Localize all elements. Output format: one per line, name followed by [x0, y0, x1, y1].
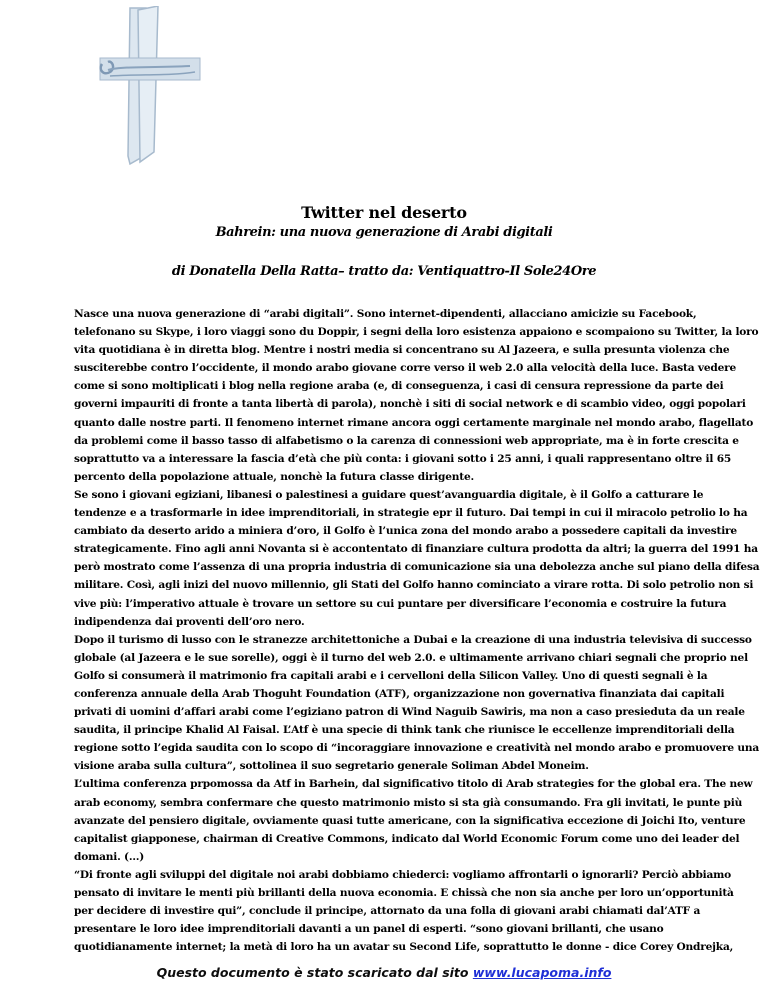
clothespin-logo: [80, 6, 220, 166]
text-line: conferenza annuale della Arab Thoguht Foundation (ATF), organizzazione non governativa finanziata dai capitali: [74, 687, 725, 700]
text-line: vita quotidiana è in diretta blog. Mentre i nostri media si concentrano su Al Jazeera, e sulla presunta violenza che: [74, 344, 730, 357]
clothespin-icon: [80, 6, 220, 166]
text-line: globale (al Jazeera e le sue sorelle), oggi è il turno del web 2.0. e ultimamente arrivano chiari segnali che proprio nel: [74, 651, 748, 664]
source-link[interactable]: www.lucapoma.info: [472, 965, 612, 980]
text-line: vive più: l’imperativo attuale è trovare un settore su cui puntare per diversificare l’economia e costruire la futura: [74, 597, 727, 610]
text-line: privati di uomini d’affari arabi come l’egiziano patron di Wind Naguib Sawiris, ma non a caso presieduta da un reale: [74, 706, 745, 719]
text-line: saudita, il principe Khalid Al Faisal. L’Atf è una specie di think tank che riunisce le eccellenze imprenditoriali della: [74, 724, 735, 737]
text-line: L’ultima conferenza prpomossa da Atf in Barhein, dal significativo titolo di Arab strategies for the global era. The new: [74, 778, 753, 791]
text-line: quanto dalle nostre parti. Il fenomeno internet rimane ancora oggi certamente marginale nel mondo arabo, flagellato: [74, 416, 754, 429]
text-line: telefonano su Skype, i loro viaggi sono du Doppir, i segni della loro esistenza appaiono e scompaiono su Twitter, la loro: [74, 326, 759, 339]
text-line: cambiato da deserto arido a miniera d’oro, il Golfo è l’unica zona del mondo arabo a possedere capitali da investire: [74, 525, 737, 538]
footer-text: Questo documento è stato scaricato dal sito: [156, 965, 473, 980]
text-line: domani. (…): [74, 850, 145, 863]
text-line: soprattutto va a interessare la fascia d’età che più conta: i giovani sotto i 25 anni, i quali rappresentano oltre il 65: [74, 452, 732, 465]
text-line: visione araba sulla cultura”, sottolinea il suo segretario generale Soliman Abdel Moneim.: [74, 760, 589, 773]
page-subtitle: Bahrein: una nuova generazione di Arabi digitali: [215, 225, 553, 240]
text-line: “Di fronte agli sviluppi del digitale noi arabi dobbiamo chiederci: vogliamo affrontarli o ignorarli? Perciò abbiamo: [74, 868, 732, 881]
text-line: tendenze e a trasformarle in idee imprenditoriali, in strategie epr il futuro. Dai tempi in cui il miracolo petrolio lo ha: [74, 507, 748, 520]
text-line: Golfo si consumerà il matrimonio fra capitali arabi e i cervelloni della Silicon Valley. Uno di questi segnali è la: [74, 669, 708, 682]
text-line: come si sono moltiplicati i blog nella regione araba (e, di conseguenza, i casi di censura repressione da parte dei: [74, 380, 724, 393]
text-line: Nasce una nuova generazione di “arabi digitali”. Sono internet-dipendenti, allacciano amicizie su Facebook,: [74, 308, 697, 320]
page-title: Twitter nel deserto: [301, 203, 467, 222]
byline: di Donatella Della Ratta– tratto da: Ventiquattro-Il Sole24Ore: [171, 264, 597, 279]
text-line: quotidianamente internet; la metà di loro ha un avatar su Second Life, soprattutto le donne - dice Corey Ondrejka,: [74, 941, 734, 954]
text-line: regione sotto l’egida saudita con lo scopo di “incoraggiare innovazione e creatività nel mondo arabo e promuovere una: [74, 742, 760, 755]
text-line: presentare le loro idee imprenditoriali davanti a un panel di esperti. “sono giovani brillanti, che usano: [74, 923, 664, 936]
text-line: Dopo il turismo di lusso con le stranezze architettoniche a Dubai e la creazione di una industria televisiva di successo: [74, 633, 752, 646]
text-line: pensato di invitare le menti più brillanti della nuova economia. E chissà che non sia anche per loro un’opportunità: [74, 887, 734, 899]
text-line: capitalist giapponese, chairman di Creative Commons, indicato dal World Economic Forum come uno dei leader del: [74, 832, 740, 845]
text-line: arab economy, sembra confermare che questo matrimonio misto si sta già consumando. Fra gli invitati, le punte più: [74, 796, 743, 809]
text-line: militare. Così, agli inizi del nuovo millennio, gli Stati del Golfo hanno cominciato a virare rotta. Di solo petrolio non si: [74, 579, 754, 592]
text-line: da problemi come il basso tasso di alfabetismo o la carenza di connessioni web appropriate, ma è in forte crescita e: [74, 434, 739, 447]
text-line: governi impauriti di fronte a tanta libertà di parola), nonchè i siti di social network e di scambio video, oggi popolari: [74, 398, 746, 411]
text-line: susciterebbe contro l’occidente, il mondo arabo giovane corre verso il web 2.0 alla velocità della luce. Basta vedere: [74, 362, 737, 375]
text-line: Se sono i giovani egiziani, libanesi o palestinesi a guidare quest’avanguardia digitale, è il Golfo a catturare le: [74, 488, 704, 501]
text-line: strategicamente. Fino agli anni Novanta si è accontentato di finanziare cultura prodotta da altri; la guerra del 1991 ha: [74, 543, 758, 556]
text-line: avanzate del pensiero digitale, ovviamente quasi tutte americane, con la significativa eccezione di Joichi Ito, venture: [74, 814, 746, 827]
footer-note: [0, 965, 768, 980]
article-body: [74, 305, 760, 956]
text-line: però mostrato come l’assenza di una propria industria di comunicazione sia una debolezza anche sul piano della difesa: [74, 561, 760, 574]
text-line: indipendenza dai proventi dell’oro nero.: [74, 615, 305, 628]
text-line: per decidere di investire qui”, conclude il principe, attornato da una folla di giovani arabi chiamati dal’ATF a: [74, 905, 701, 918]
text-line: percento della popolazione attuale, nonchè la futura classe dirigente.: [74, 470, 474, 483]
